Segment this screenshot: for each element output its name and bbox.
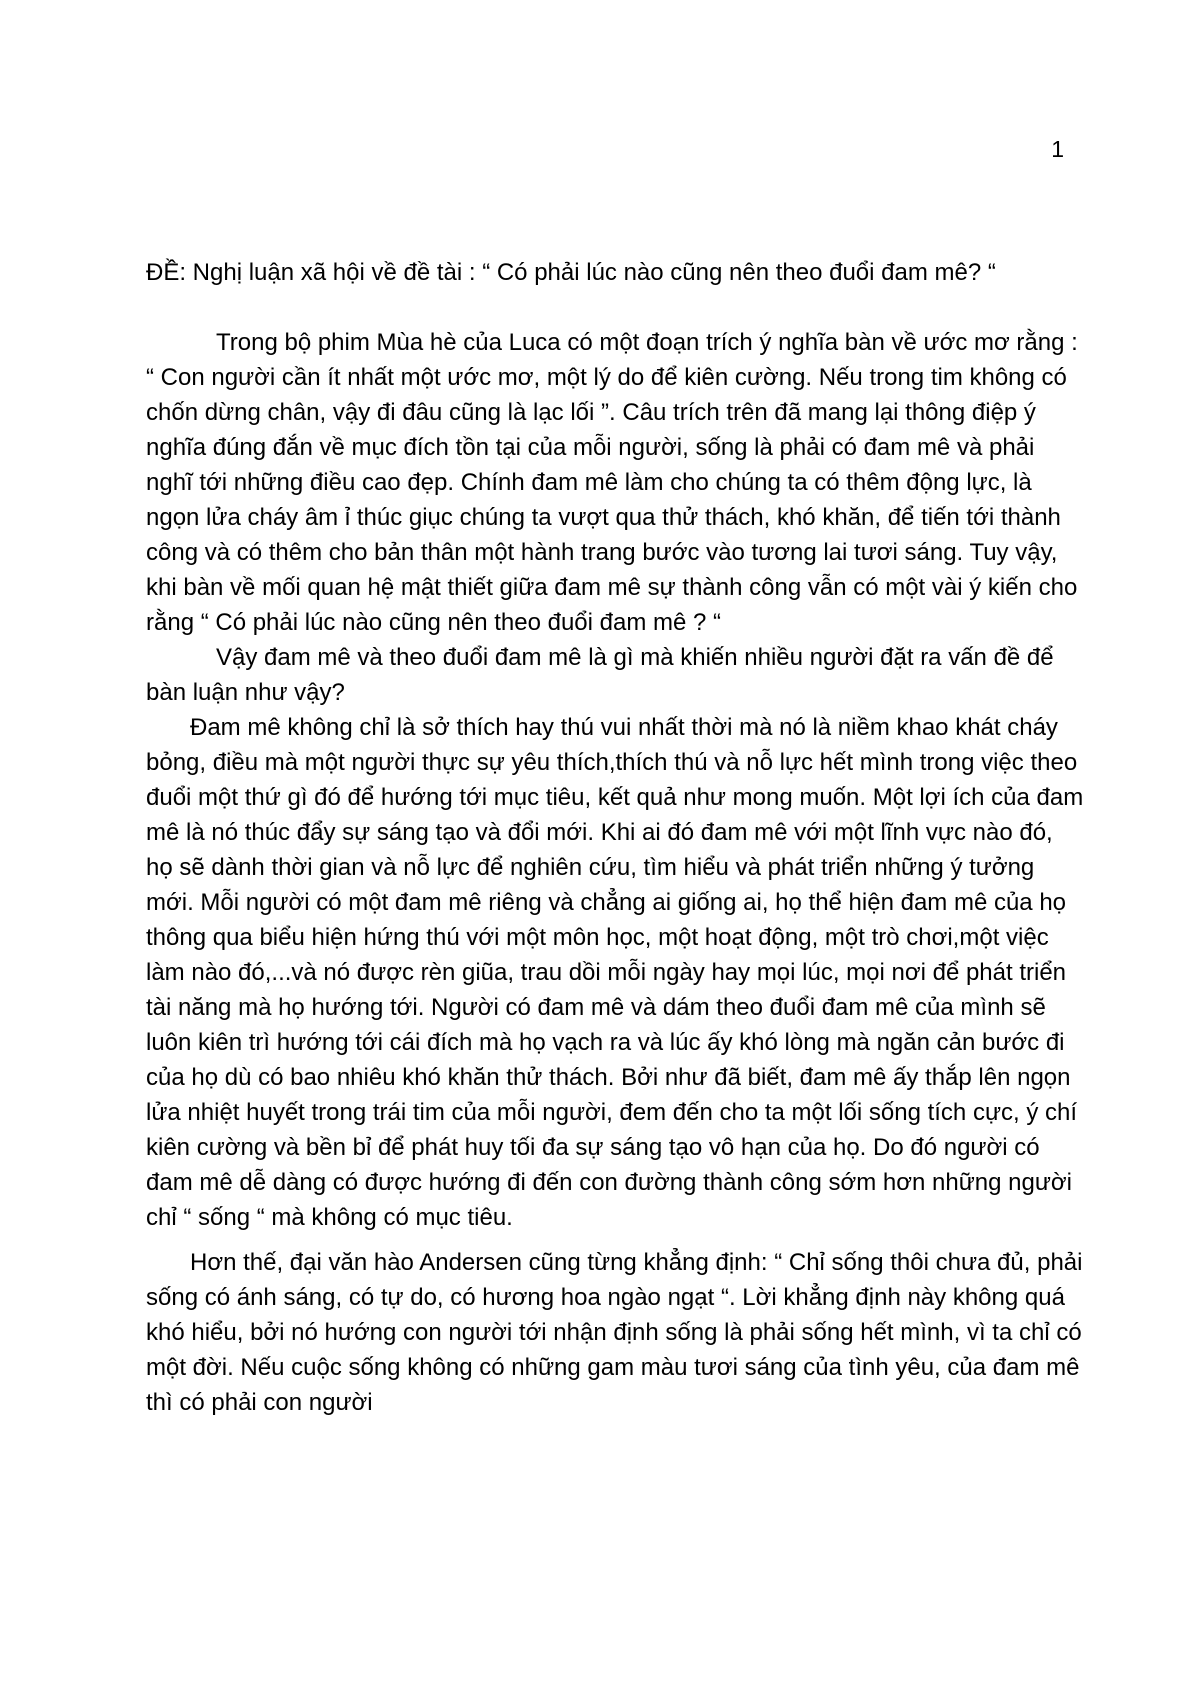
page-number: 1	[1051, 136, 1064, 162]
paragraph-andersen: Hơn thế, đại văn hào Andersen cũng từng khẳng định: “ Chỉ sống thôi chưa đủ, phải sống có ánh sáng, có tự do, có hương hoa ngào ngạt “. Lời khẳng định này không quá khó hiểu, bởi nó hướng con người tới nhận định sống là phải sống hết mình, vì ta chỉ có một đời. Nếu cuộc sống không có những gam màu tươi sáng của tình yêu, của đam mê thì có phải con người	[146, 1249, 1083, 1416]
paragraph-definition: Đam mê không chỉ là sở thích hay thú vui nhất thời mà nó là niềm khao khát cháy bỏng, điều mà một người thực sự yêu thích,thích thú và nỗ lực hết mình trong việc theo đuổi một thứ gì đó để hướng tới mục tiêu, kết quả như mong muốn. Một lợi ích của đam mê là nó thúc đẩy sự sáng tạo và đổi mới. Khi ai đó đam mê với một lĩnh vực nào đó, họ sẽ dành thời gian và nỗ lực để nghiên cứu, tìm hiểu và phát triển những ý tưởng mới. Mỗi người có một đam mê riêng và chẳng ai giống ai, họ thể hiện đam mê của họ thông qua biểu hiện hứng thú với một môn học, một hoạt động, một trò chơi,một việc làm nào đó,...và nó được rèn giũa, trau dồi mỗi ngày hay mọi lúc, mọi nơi để phát triển tài năng mà họ hướng tới. Người có đam mê và dám theo đuổi đam mê của mình sẽ luôn kiên trì hướng tới cái đích mà họ vạch ra và lúc ấy khó lòng mà ngăn cản bước đi của họ dù có bao nhiêu khó khăn thử thách. Bởi như đã biết, đam mê ấy thắp lên ngọn lửa nhiệt huyết trong trái tim của mỗi người, đem đến cho ta một lối sống tích cực, ý chí kiên cường và bền bỉ để phát huy tối đa sự sáng tạo vô hạn của họ. Do đó người có đam mê dễ dàng có được hướng đi đến con đường thành công sớm hơn những người chỉ “ sống “ mà không có mục tiêu.	[146, 714, 1084, 1231]
paragraph-intro: Trong bộ phim Mùa hè của Luca có một đoạn trích ý nghĩa bàn về ước mơ rằng : “ Con người cần ít nhất một ước mơ, một lý do để kiên cường. Nếu trong tim không có chốn dừng chân, vậy đi đâu cũng là lạc lối ”. Câu trích trên đã mang lại thông điệp ý nghĩa đúng đắn về mục đích tồn tại của mỗi người, sống là phải có đam mê và phải nghĩ tới những điều cao đẹp. Chính đam mê làm cho chúng ta có thêm động lực, là ngọn lửa cháy âm ỉ thúc giục chúng ta vượt qua thử thách, khó khăn, để tiến tới thành công và có thêm cho bản thân một hành trang bước vào tương lai tươi sáng. Tuy vậy, khi bàn về mối quan hệ mật thiết giữa đam mê sự thành công vẫn có một vài ý kiến cho rằng “ Có phải lúc nào cũng nên theo đuổi đam mê ? “	[146, 329, 1078, 636]
document-body	[146, 256, 1086, 1420]
paragraph-question: Vậy đam mê và theo đuổi đam mê là gì mà khiến nhiều người đặt ra vấn đề để bàn luận như vậy?	[146, 644, 1054, 706]
essay-title: ĐỀ: Nghị luận xã hội về đề tài : “ Có phải lúc nào cũng nên theo đuổi đam mê? “	[146, 259, 996, 286]
